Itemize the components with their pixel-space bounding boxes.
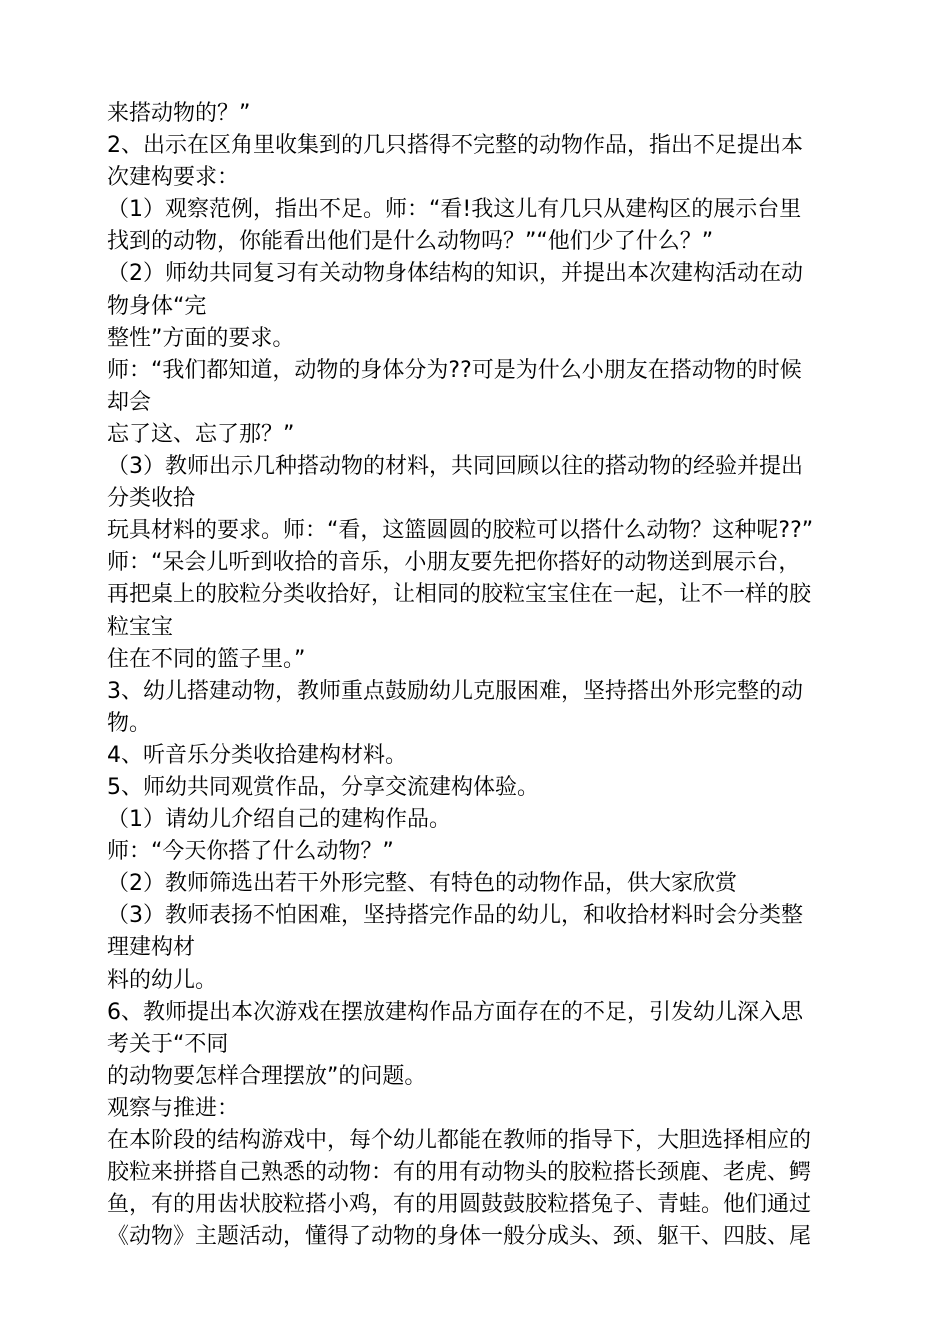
text-line: 鱼，有的用齿状胶粒搭小鸡，有的用圆鼓鼓胶粒搭兔子、青蛙。他们通过 xyxy=(107,1192,812,1218)
text-line: 观察与推进： xyxy=(107,1095,240,1121)
text-line: 粒宝宝 xyxy=(107,614,174,640)
text-line: 胶粒来拼搭自己熟悉的动物：有的用有动物头的胶粒搭长颈鹿、老虎、鳄 xyxy=(107,1160,812,1186)
text-line: （3）教师表扬不怕困难，坚持搭完作品的幼儿，和收拾材料时会分类整 xyxy=(107,903,803,929)
text-line: 师：“今天你搭了什么动物？” xyxy=(107,839,394,865)
text-line: 在本阶段的结构游戏中，每个幼儿都能在教师的指导下，大胆选择相应的 xyxy=(107,1128,812,1153)
text-line: 6、教师提出本次游戏在摆放建构作品方面存在的不足，引发幼儿深入思 xyxy=(107,999,803,1025)
text-line: 整性”方面的要求。 xyxy=(107,325,295,351)
text-line: 来搭动物的？” xyxy=(107,101,251,126)
text-line: 再把桌上的胶粒分类收拾好，让相同的胶粒宝宝住在一起，让不一样的胶 xyxy=(107,582,812,608)
text-line: 住在不同的篮子里。” xyxy=(107,646,306,672)
text-line: 师：“呆会儿听到收拾的音乐，小朋友要先把你搭好的动物送到展示台， xyxy=(107,550,801,576)
text-line: 2、出示在区角里收集到的几只搭得不完整的动物作品，指出不足提出本 xyxy=(107,133,803,159)
text-line: 5、师幼共同观赏作品，分享交流建构体验。 xyxy=(107,774,539,800)
text-line: 物。 xyxy=(107,710,152,736)
text-line: （2）师幼共同复习有关动物身体结构的知识，并提出本次建构活动在动 xyxy=(107,261,803,287)
text-line: 忘了这、忘了那？” xyxy=(107,421,295,447)
text-line: 找到的动物，你能看出他们是什么动物吗？”“他们少了什么？” xyxy=(107,229,714,255)
text-line: （1）观察范例，指出不足。师：“看!我这儿有几只从建构区的展示台里 xyxy=(107,197,802,223)
text-line: 的动物要怎样合理摆放”的问题。 xyxy=(107,1063,427,1089)
text-line: 4、听音乐分类收拾建构材料。 xyxy=(107,742,407,768)
text-line: 考关于“不同 xyxy=(107,1031,229,1057)
text-line: 却会 xyxy=(107,389,152,415)
text-line: 《动物》主题活动，懂得了动物的身体一般分成头、颈、躯干、四肢、尾 xyxy=(107,1224,812,1250)
text-line: （2）教师筛选出若干外形完整、有特色的动物作品，供大家欣赏 xyxy=(107,871,737,897)
text-line: 料的幼儿。 xyxy=(107,967,218,993)
text-line: 玩具材料的要求。师：“看，这篮圆圆的胶粒可以搭什么动物？这种呢??” xyxy=(107,518,814,544)
text-line: 分类收拾 xyxy=(107,486,196,512)
text-line: （1）请幼儿介绍自己的建构作品。 xyxy=(107,807,451,833)
text-line: 理建构材 xyxy=(107,935,196,961)
text-line: 次建构要求： xyxy=(107,165,240,191)
text-line: （3）教师出示几种搭动物的材料，共同回顾以往的搭动物的经验并提出 xyxy=(107,454,803,480)
document-page xyxy=(107,98,867,1253)
text-line: 3、幼儿搭建动物，教师重点鼓励幼儿克服困难，坚持搭出外形完整的动 xyxy=(107,678,803,704)
text-line: 物身体“完 xyxy=(107,293,207,319)
text-line: 师：“我们都知道，动物的身体分为??可是为什么小朋友在搭动物的时候 xyxy=(107,357,802,383)
